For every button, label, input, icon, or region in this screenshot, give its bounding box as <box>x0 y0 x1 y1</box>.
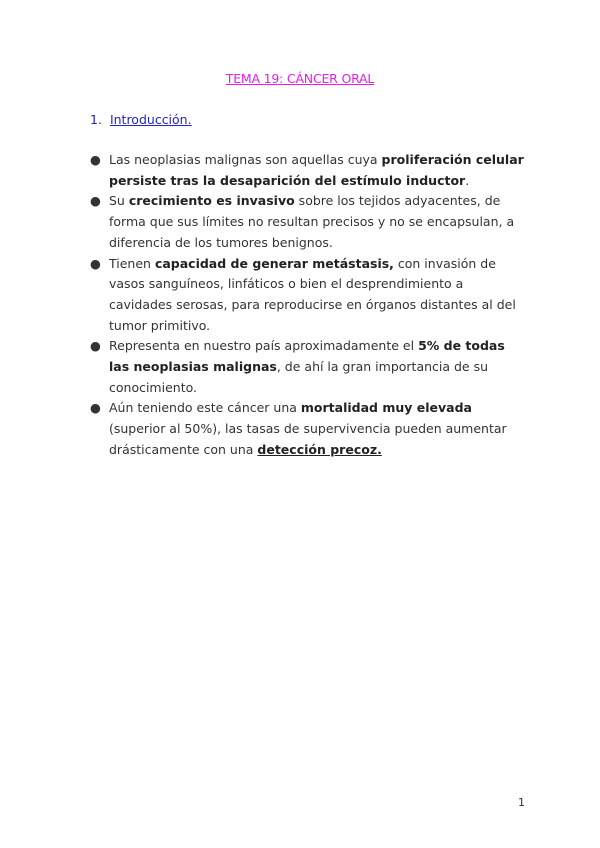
section-number: 1. <box>90 112 102 127</box>
body-text: . <box>465 172 470 188</box>
body-text: Su <box>109 193 129 209</box>
bullet-dot-icon: ● <box>90 152 101 167</box>
document-title: TEMA 19: CÁNCER ORAL <box>225 71 375 86</box>
bullet-item <box>88 254 528 337</box>
bullet-list <box>88 150 528 461</box>
body-text: sobre los tejidos adyacentes, de forma que sus límites no resultan precisos y no se encapsulan, a diferencia de los tumores benignos. <box>109 193 515 250</box>
section-heading-link[interactable]: Introducción. <box>109 112 192 127</box>
bullet-item <box>88 398 528 460</box>
bold-text: crecimiento es invasivo <box>128 193 295 209</box>
bold-text: capacidad de generar metástasis, <box>154 255 394 271</box>
body-text: Las neoplasias malignas son aquellas cuya <box>109 152 382 167</box>
bold-text: mortalidad muy elevada <box>300 400 472 416</box>
body-text: Representa en nuestro país aproximadamente el <box>109 338 419 354</box>
bullet-item <box>88 191 528 253</box>
body-text: Tienen <box>109 255 155 271</box>
bold-text: 5% de todas las neoplasias malignas <box>109 338 505 375</box>
page-number: 1 <box>518 796 525 809</box>
bullet-dot-icon: ● <box>90 193 101 209</box>
bold-underlined-text: detección precoz. <box>257 441 382 457</box>
bullet-item <box>88 150 528 191</box>
section-heading <box>90 112 192 127</box>
bullet-dot-icon: ● <box>90 400 101 416</box>
body-text: Aún teniendo este cáncer una <box>109 400 301 416</box>
bullet-dot-icon: ● <box>90 255 101 271</box>
body-text: con invasión de vasos sanguíneos, linfáticos o bien el desprendimiento a cavidades serosas, para reproducirse en órganos distantes al del tumor primitivo. <box>109 255 516 333</box>
bold-text: proliferación celular persiste tras la desaparición del estímulo inductor <box>109 152 524 188</box>
body-text: (superior al 50%), las tasas de supervivencia pueden aumentar drásticamente con una <box>109 421 507 457</box>
body-text: , de ahí la gran importancia de su conocimiento. <box>109 359 489 395</box>
bullet-item <box>88 336 528 398</box>
bullet-dot-icon: ● <box>90 338 101 354</box>
